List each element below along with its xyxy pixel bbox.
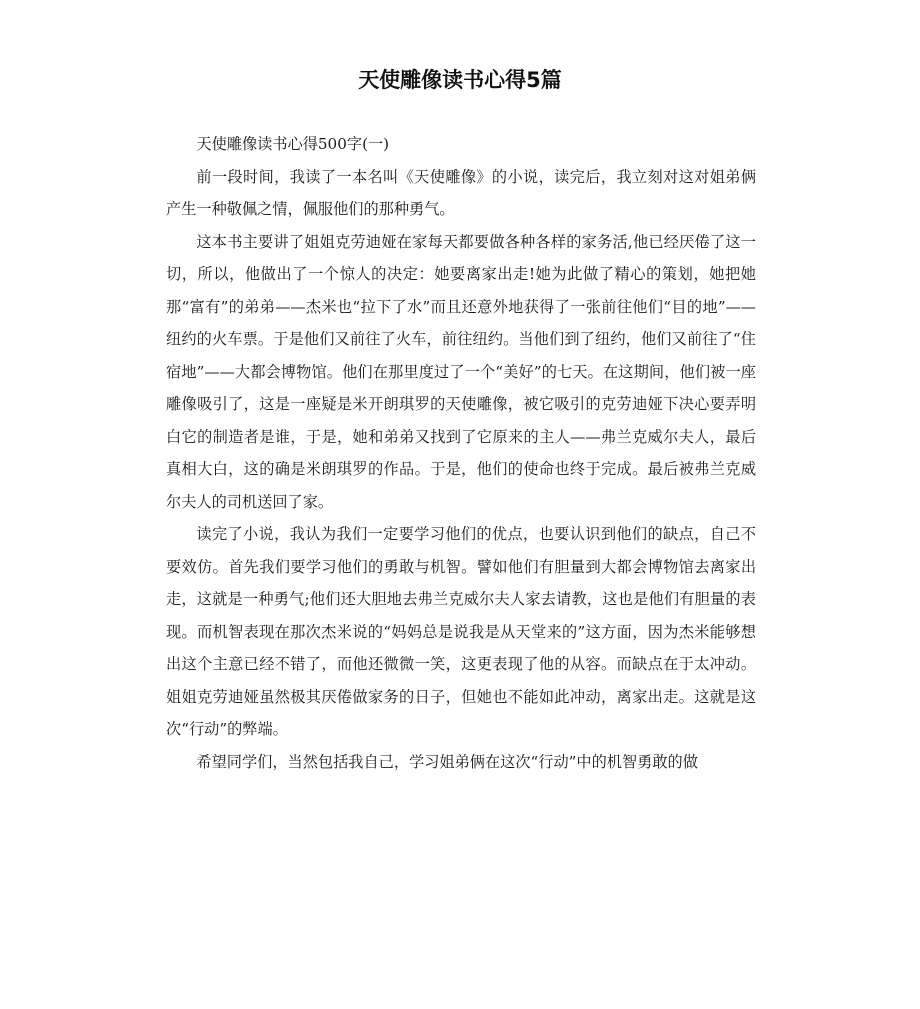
document-title: 天使雕像读书心得5篇 [358, 68, 562, 92]
section-subtitle: 天使雕像读书心得500字(一) [196, 135, 390, 153]
paragraph-4: 希望同学们，当然包括我自己，学习姐弟俩在这次“行动”中的机智勇敢的做 [196, 752, 698, 771]
paragraph-1: 前一段时间，我读了一本名叫《天使雕像》的小说，读完后，我立刻对这对姐弟俩产生一种敬佩之情，佩服他们的那种勇气。 [166, 167, 756, 218]
paragraph-3: 读完了小说，我认为我们一定要学习他们的优点，也要认识到他们的缺点，自己不要效仿。首先我们要学习他们的勇敢与机智。譬如他们有胆量到大都会博物馆去离家出走，这就是一种勇气;他们还大胆地去弗兰克威尔夫人家去请教，这也是他们有胆量的表现。而机智表现在那次杰米说的“妈妈总是说我是从天堂来的”这方面，因为杰米能够想出这个主意已经不错了，而他还微微一笑，这更表现了他的从容。而缺点在于太冲动。姐姐克劳迪娅虽然极其厌倦做家务的日子，但她也不能如此冲动，离家出走。这就是这次“行动”的弊端。 [166, 525, 756, 738]
document-body [166, 128, 756, 778]
paragraph-2: 这本书主要讲了姐姐克劳迪娅在家每天都要做各种各样的家务活,他已经厌倦了这一切，所以，他做出了一个惊人的决定：她要离家出走!她为此做了精心的策划，她把她那“富有”的弟弟——杰米也“拉下了水”而且还意外地获得了一张前往他们“目的地”——纽约的火车票。于是他们又前往了火车，前往纽约。当他们到了纽约，他们又前往了“住宿地”——大都会博物馆。他们在那里度过了一个“美好”的七天。在这期间，他们被一座雕像吸引了，这是一座疑是米开朗琪罗的天使雕像，被它吸引的克劳迪娅下决心要弄明白它的制造者是谁，于是，她和弟弟又找到了它原来的主人——弗兰克威尔夫人，最后真相大白，这的确是米朗琪罗的作品。于是，他们的使命也终于完成。最后被弗兰克威尔夫人的司机送回了家。 [166, 232, 756, 511]
